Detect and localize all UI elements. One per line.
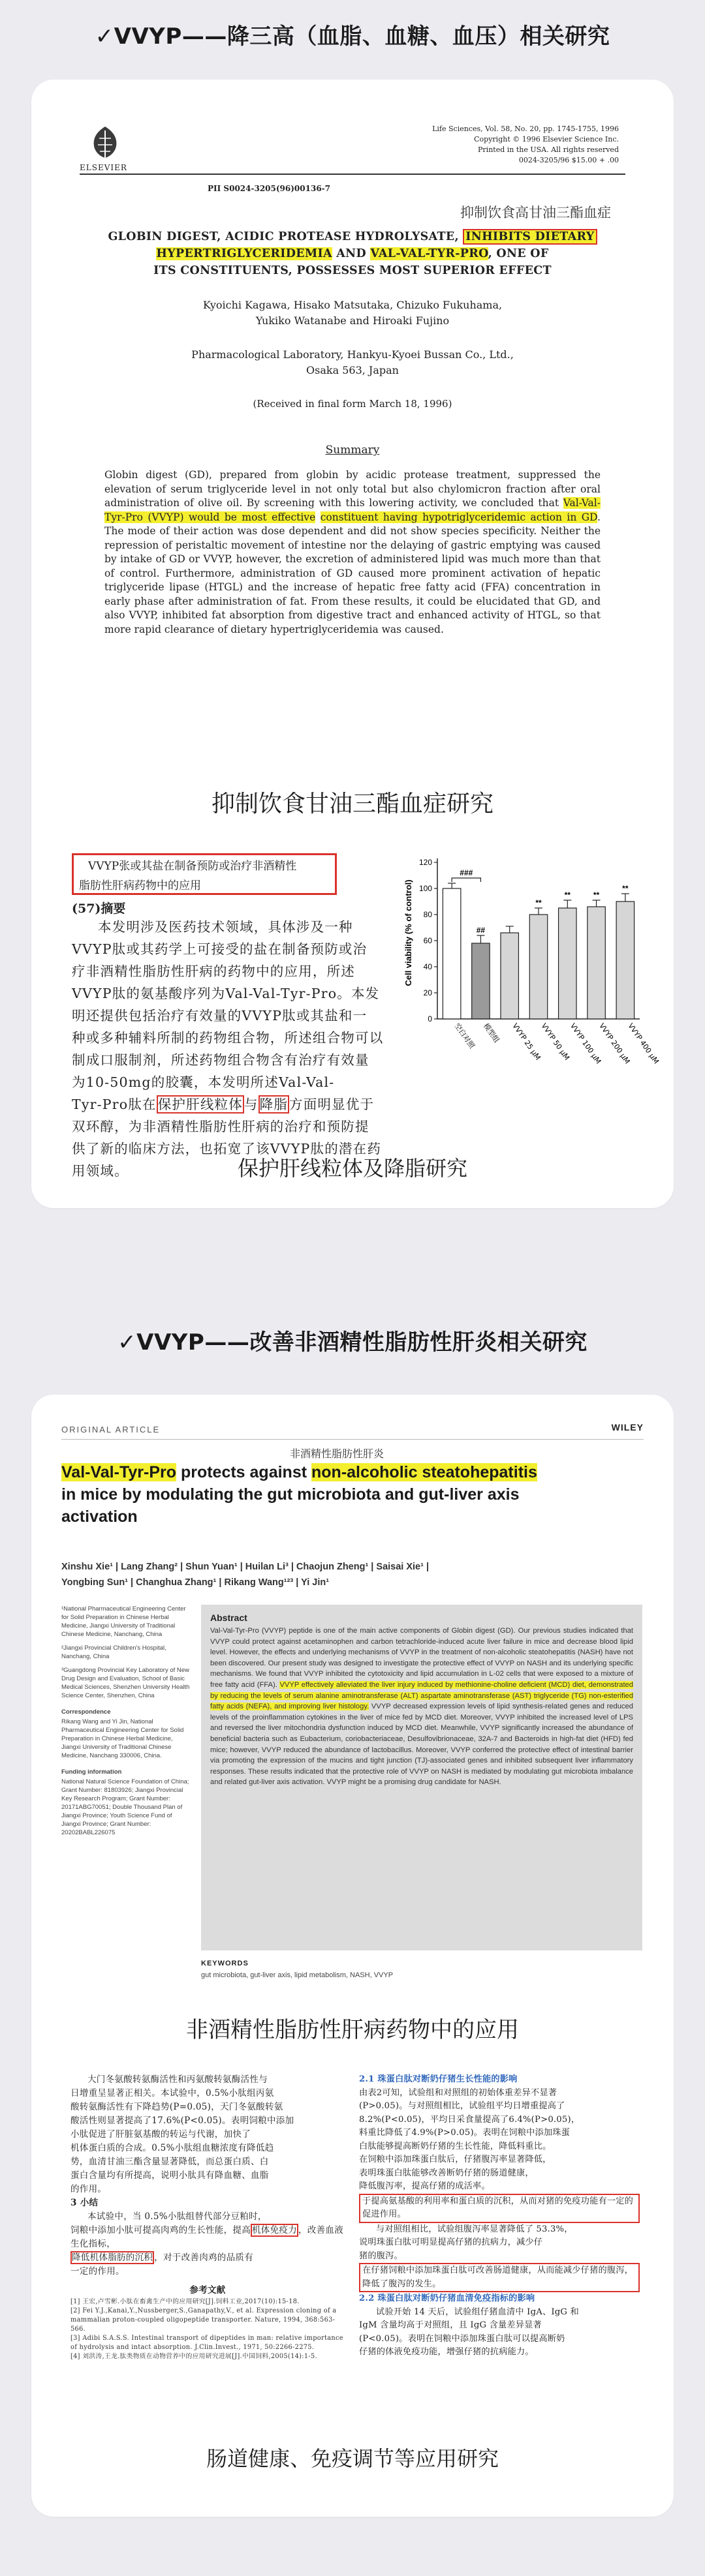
keywords-heading: KEYWORDS <box>201 1960 249 1967</box>
title-highlight-nash: non-alcoholic steatohepatitis <box>311 1463 537 1481</box>
highlight-vvyp-title: VAL-VAL-TYR-PRO <box>370 247 488 260</box>
summary-heading: Summary <box>325 444 380 457</box>
y-tick-label: 100 <box>418 884 432 893</box>
caption-gut-immune: 肠道健康、免疫调节等应用研究 <box>206 2446 499 2471</box>
significance-marker: ** <box>593 890 600 900</box>
caption-mitochondria: 保护肝线粒体及降脂研究 <box>237 1156 467 1181</box>
bar <box>529 915 547 1019</box>
x-tick-label: VVYP 400 μM <box>626 1022 661 1066</box>
journal-mark: WILEY <box>611 1422 644 1432</box>
boxed-amino-acid: 于提高氨基酸的利用率和蛋白质的沉积，从而对猪的免疫功能有一定的促进作用。 <box>359 2194 640 2223</box>
y-tick-label: 120 <box>418 858 432 867</box>
caption-hypertriglyceridemia: 抑制饮食甘油三酯血症研究 <box>211 791 494 817</box>
journal-line: Copyright © 1996 Elsevier Science Inc. <box>474 135 619 144</box>
handwritten-note-nash: 非酒精性脂肪性肝炎 <box>290 1447 384 1460</box>
wiley-authors: Xinshu Xie¹ | Lang Zhang² | Shun Yuan¹ | Huilan Li³ | Chaojun Zheng¹ | Saisai Xie¹ | Yongbing Sun¹ | Changhua Zhang¹ | Rikang Wang¹²³ | Yi Jin¹ <box>61 1562 430 1588</box>
abstract-highlight: VVYP effectively alleviated the liver injury induced by methionine-choline deficient (MCD) diet, demonstrated by reducing the levels of serum alanine aminotransferase (ALT) aspartate aminotransferase (AST) triglyceride (TG) non-esterified fatty acids (NEFA), and improving liver histology. <box>210 1680 633 1711</box>
abstract-body: Val-Val-Tyr-Pro (VVYP) peptide is one of the main active components of Globin digest (GD). Our previous studies indicated that VVYP could protect against acetaminophen and carbon tetrachloride-induced acute liver failure in mice and decrease blood lipid level. However, the effects and underlying mechanisms of VVYP in the treatment of non-alcoholic steatohepatitis (NASH) have not been discovered. Our present study was designed to investigate the protective effect of VVYP on NASH and its underlying specific mechanisms. We found that VVYP inhibited the cytotoxicity and lipid accumulation in L-02 cells that were exposed to a mixture of free fatty acid (FFA). VVYP effectively alleviated the liver injury induced by methionine-choline deficient (MCD) diet, demonstrated by reducing the levels of serum alanine aminotransferase (ALT) aspartate aminotransferase (AST) triglyceride (TG) non-esterified fatty acids (NEFA), and improving liver histology. VVYP decreased expression levels of lipid synthesis-related genes and reduced levels of the proinflammation cytokines in the liver of mice fed by MCD diet. Moreover, VVYP inhibited the increased level of LPS and reversed the liver mitochondria dysfunction induced by MCD diet. Meanwhile, VVYP significantly increased the abundance of beneficial bacteria such as Eubacterium, coriobacteriaceae, Desulfovibrionaceae, 32A-7 and Bacteroids in high-fat diet (HFD) fed mice; however, VVYP reduced the abundance of lactobacillus. Moreover, VVYP conferred the protective effect of intestinal barrier via promoting the expression of the mucins and tight junction (TJ)-associated genes and inhibited subsequent liver inflammatory responses. These results indicated that the protective role of VVYP on NASH is mediated by modulating gut microbiota imbalance and related gut-liver axis activation. VVYP might be a promising drug candidate for NASH. <box>210 1627 633 1787</box>
y-tick-label: 0 <box>428 1014 432 1023</box>
y-tick-label: 40 <box>423 962 432 971</box>
x-tick-label: VVYP 200 μM <box>597 1022 632 1066</box>
elsevier-logo-icon <box>84 124 127 163</box>
reference-list: [1] 王宏,卢雪彬.小肽在畜禽生产中的应用研究[J].饲料工业,2017(10):15-18. [2] Fei Y.J.,Kanai,Y.,Nussberger,S.,Ganapathy,V., et al. Expression cloning of a mammalian proton-coupled oligopeptide transporter. Nature, 1994, 368:563-566. [3] Adibi S.A.S.S. Intestinal transport of dipeptides in man: relative importance of hydrolysis and intact absorption. J.Clin.Invest., 1971, 50:2266-2275. [4] 刘洪涛,王龙.肽类物质在动物营养中的应用研究进展[J].中国饲料,2005(14):1-5. <box>70 2298 343 2360</box>
patent-abstract: 本发明涉及医药技术领域，具体涉及一种 VVYP肽或其药学上可接受的盐在制备预防或治 疗非酒精性脂肪性肝病的药物中的应用，所述 VVYP肽的氨基酸序列为Val-Val-Tyr-Pro。本发 明还提供包括治疗有效量的VVYP肽或其盐和一 种或多种辅料所制的药物组合物，所述组合物可以 制成口服制剂，所述药物组合物含有治疗有效量 为10-50mg的胶囊，本发明所述Val-Val- Tyr-Pro肽在保护肝线粒体与降脂方面明显优于 双环醇，为非酒精性脂肪性肝病的治疗和预防提 供了新的临床方法，也拓宽了该VVYP肽的潜在药 用领域。 <box>72 919 384 1179</box>
bar <box>443 888 460 1019</box>
bar <box>616 902 634 1019</box>
affiliation: Pharmacological Laboratory, Hankyu-Kyoei Bussan Co., Ltd., Osaka 563, Japan <box>191 348 514 376</box>
wiley-title: Val-Val-Tyr-Pro protects against non-alcoholic steatohepatitis in mice by modulating the gut microbiota and gut-liver axis activation <box>61 1463 537 1526</box>
journal-info <box>384 124 619 166</box>
x-tick-label: VVYP 50 μM <box>539 1022 571 1062</box>
section-heading-1: ✓VVYP——降三高（血脂、血糖、血压）相关研究 <box>95 23 610 50</box>
title-highlight-vvyp: Val-Val-Tyr-Pro <box>61 1463 176 1481</box>
x-tick-label: VVYP 100 μM <box>568 1022 603 1066</box>
y-tick-label: 80 <box>423 910 432 919</box>
patent-title-box <box>72 853 337 895</box>
authors: Kyoichi Kagawa, Hisako Matsutaka, Chizuko Fukuhama, Yukiko Watanabe and Hiroaki Fujino <box>202 299 503 327</box>
received-date: (Received in final form March 18, 1996) <box>253 398 452 410</box>
significance-marker: ** <box>622 884 629 893</box>
boxed-immunity: 机体免疫力 <box>252 2225 297 2235</box>
patent-title-line: 脂肪性肝病药物中的应用 <box>79 879 201 892</box>
journal-line: Printed in the USA. All rights reserved <box>478 145 619 154</box>
handwritten-note: 抑制饮食高甘油三酯血症 <box>460 205 611 220</box>
chart-ylabel: Cell viability (% of control) <box>403 879 413 986</box>
x-tick-label: VVYP 25 μM <box>510 1022 542 1062</box>
right-heading-1: 2.1 珠蛋白肽对断奶仔猪生长性能的影响 <box>359 2074 518 2084</box>
pii-code: PII S0024-3205(96)00136-7 <box>208 184 331 193</box>
significance-marker-top: ### <box>460 868 473 877</box>
significance-marker: ## <box>476 926 486 935</box>
y-tick-label: 20 <box>423 988 432 997</box>
article-type: ORIGINAL ARTICLE <box>61 1425 161 1434</box>
boxed-mitochondria: 保护肝线粒体 <box>157 1097 243 1112</box>
highlight-summary-1: Val-Val-Tyr-Pro (VVYP) would be most effective <box>104 497 601 523</box>
patent-title-line: VVYP张或其盐在制备预防或治疗非酒精性 <box>88 860 297 873</box>
bar <box>588 907 605 1019</box>
significance-marker: ** <box>564 890 571 900</box>
right-heading-2: 2.2 珠蛋白肽对断奶仔猪血清免疫指标的影响 <box>359 2294 535 2303</box>
left-column: 大门冬氨酸转氨酶活性和丙氨酸转氨酶活性与 日增重呈显著正相关。本试验中，0.5%小肽组丙氨 酸转氨酶活性有下降趋势(P=0.05)，天门冬氨酸转氨 酸活性则显著提高了17.6%(P<0.05)。表明饲粮中添加 小肽促进了肝脏氨基酸的转运与代谢，加快了 机体蛋白质的合成。0.5%小肽组血糖浓度有降低趋 势，血清甘油三酯含量显著降低，而总蛋白质、白 蛋白含量均有所提高，说明小肽具有降血糖、血脂 的作用。 3 小结 本试验中，当 0.5%小肽组替代部分豆粕时， 饲粮中添加小肽可提高肉鸡的生长性能，提高 机体免疫力 ，改善血液生化指标， 降低机体脂肪的沉积 ，对于改善肉鸡的品质有 一定的作用。 参考文献 [1] 王宏,卢雪彬.小肽在畜禽生产中的应用研究[J].饲料工业,2017(10):15-18. [2] Fei Y.J.,Kanai,Y.,Nussberger,S.,Ganapathy,V., et al. Expression cloning of a mammalian proton-coupled oligopeptide transporter. Nature, 1994, 368:563-566. [3] Adibi S.A.S.S. Intestinal transport of dipeptides in man: relative importance of hydrolysis and intact absorption. J.Clin.Invest., 1971, 50:2266-2275. [4] 刘洪涛,王龙.肽类物质在动物营养中的应用研究进展[J].中国饲料,2005(14):1-5. <box>70 2074 343 2360</box>
highlight-inhibits: INHIBITS DIETARY <box>463 229 597 245</box>
keywords: gut microbiota, gut-liver axis, lipid metabolism, NASH, VVYP <box>201 1971 394 1979</box>
header-rule <box>80 174 625 175</box>
journal-line: Life Sciences, Vol. 58, No. 20, pp. 1745-1755, 1996 <box>432 125 619 133</box>
boxed-fat-deposition: 降低机体脂肪的沉积 <box>72 2252 153 2263</box>
publisher-name: ELSEVIER <box>80 163 127 172</box>
boxed-lipid-lowering: 降脂 <box>259 1097 289 1112</box>
section-heading-2: ✓VVYP——改善非酒精性脂肪性肝炎相关研究 <box>118 1329 588 1356</box>
bar <box>501 933 518 1019</box>
cell-viability-chart <box>397 848 661 1122</box>
abstract-heading: Abstract <box>210 1613 247 1623</box>
bar <box>472 943 490 1019</box>
paper-feed-studies <box>57 2073 648 2424</box>
paper-wiley-nash <box>61 1421 644 2000</box>
journal-line: 0024-3205/96 $15.00 + .00 <box>518 156 619 164</box>
header-rule <box>61 1439 644 1440</box>
x-tick-label: 模型组 <box>481 1022 501 1044</box>
summary-text: Globin digest (GD), prepared from globin by acidic protease treatment, suppressed the elevation of serum triglyceride level in not only total but also chylomicron fraction after oral administration of olive oil. By screening with this lowering activity, we concluded that Val-Val-Tyr-Pro (VVYP) would be most effective constituent having hypotriglyceridemic action in GD. The mode of their action was dose dependent and did not show species specificity. Neither the repression of peristaltic movement of intestine nor the delaying of gastric emptying was caused by intake of GD or VVYP, however, the excretion of administered lipid was much more than that of control. Furthermore, administration of GD caused more prominent activation of hepatic triglyceride lipase (HTGL) and the increase of hepatic free fatty acid (FFA) concentration in early phase after administration of fat. From these results, it could be elucidated that GD, and also VVYP, inhibited fat absorption from digestive tract and enhanced activity of HTGL, so that more rapid clearance of dietary hypertriglyceridemia was caused. <box>104 469 601 635</box>
refs-heading: 参考文献 <box>189 2285 226 2296</box>
abstract-label: (57)摘要 <box>72 902 126 916</box>
boxed-gut-health: 在仔猪饲粮中添加珠蛋白肽可改善肠道健康，从而能减少仔猪的腹泻，降低了腹泻的发生。 <box>359 2263 640 2292</box>
significance-marker: ** <box>535 898 542 907</box>
caption-nafld-drug: 非酒精性脂肪性肝病药物中的应用 <box>186 2017 519 2043</box>
highlight-summary-2: constituent having hypotriglyceridemic action in GD <box>320 511 598 523</box>
paper-life-sciences <box>57 103 648 762</box>
x-tick-label: 空白对照 <box>452 1022 477 1050</box>
wiley-sidebar: ¹National Pharmaceutical Engineering Center for Solid Preparation in Chinese Herbal Medicine, Jiangxi University of Traditional Chinese Medicine, Nanchang, China ²Jiangxi Provincial Children's Hospital, Nanchang, China ³Guangdong Provincial Key Laboratory of New Drug Design and Evaluation, School of Basic Medical Sciences, Shenzhen University Health Science Center, Shenzhen, China Correspondence Rikang Wang and Yi Jin, National Pharmaceutical Engineering Center for Solid Preparation in Chinese Herbal Medicine, Jiangxi University of Traditional Chinese Medicine, Nanchang 330006, China. Funding information National Natural Science Foundation of China; Grant Number: 81803926; Jiangxi Provincial Key Research Program; Grant Number: 20171ABG70051; Double Thousand Plan of Jiangxi Province; Youth Science Fund of Jiangxi Province; Grant Number: 20202BABL226075 <box>61 1605 190 1836</box>
wiley-abstract-box <box>201 1605 642 1950</box>
article-title: GLOBIN DIGEST, ACIDIC PROTEASE HYDROLYSATE, INHIBITS DIETARY HYPERTRIGLYCERIDEMIA AND VAL-VAL-TYR-PRO, ONE OF ITS CONSTITUENTS, POSSESSES MOST SUPERIOR EFFECT <box>90 228 615 279</box>
y-tick-label: 60 <box>423 936 432 945</box>
card-lipid-research <box>31 80 674 1208</box>
right-column: 2.1 珠蛋白肽对断奶仔猪生长性能的影响 由表2可知，试验组和对照组的初始体重差异不显著 (P>0.05)。与对照组相比，试验组平均日增重提高了 8.2%(P<0.05)，平均日采食量提高了6.4%(P>0.05)， 料重比降低了4.9%(P>0.05)。表明在饲粮中添加珠蛋 白肽能够提高断奶仔猪的生长性能，降低料重比。 在饲粮中添加珠蛋白肽后，仔猪腹泻率显著降低， 表明珠蛋白肽能够改善断奶仔猪的肠道健康， 降低腹泻率，提高仔猪的成活率。 于提高氨基酸的利用率和蛋白质的沉积，从而对猪的免疫功能有一定的促进作用。 与对照组相比，试验组腹泻率显著降低了 53.3%， 说明珠蛋白肽可明显提高仔猪的抗病力，减少仔 猪的腹泻。 在仔猪饲粮中添加珠蛋白肽可改善肠道健康，从而能减少仔猪的腹泻，降低了腹泻的发生。 2.2 珠蛋白肽对断奶仔猪血清免疫指标的影响 试验开始 14 天后，试验组仔猪血清中 IgA、IgG 和 IgM 含量均高于对照组，且 IgG 含量差异显著 (P<0.05)。表明在饲粮中添加珠蛋白肽可以提高断奶 仔猪的体液免疫功能，增强仔猪的抗病能力。 <box>359 2073 640 2359</box>
card-nash-research <box>31 1395 674 2517</box>
bar <box>559 908 576 1019</box>
significance-bracket <box>452 878 480 882</box>
